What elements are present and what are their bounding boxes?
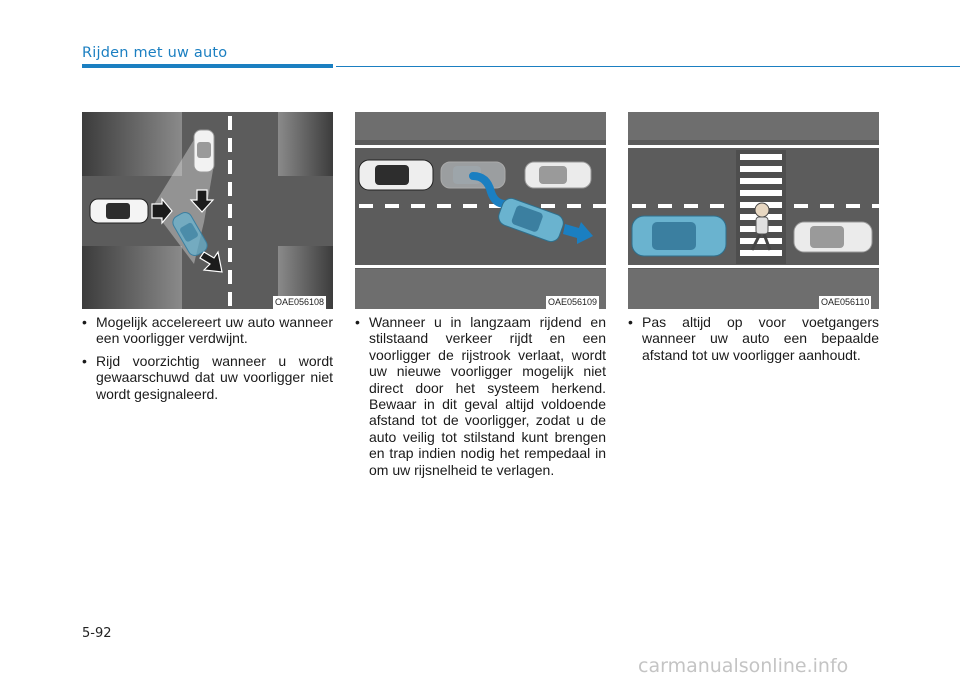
header-rule-thin [336,66,960,67]
bullet-item: • Rijd voorzichtig wanneer u wordt gewaarschuwd dat uw voorligger niet wordt gesignaleerd. [82,353,333,402]
text-column-1 [82,314,333,408]
figure-intersection [82,112,333,309]
pedestrian-illustration [628,112,879,309]
figure-pedestrian [628,112,879,309]
figure-lane-change [355,112,606,309]
figure-code: OAE056110 [821,297,870,307]
text-column-2 [355,314,606,484]
bullet-item: • Wanneer u in langzaam rijdend en stilstaand verkeer rijdt en een voorligger de rijstrook verlaat, wordt uw nieuwe voorligger mogelijk niet direct door het systeem herkend. Bewaar in dit geval altijd voldoende afstand tot de voorligger, zodat u de auto veilig tot stilstand kunt brengen en trap indien nodig het rempedaal in om uw rijsnelheid te verlagen. [355,314,606,478]
section-title: Rijden met uw auto [82,45,228,61]
figure-code: OAE056109 [548,297,598,307]
header-rule-thick [82,64,333,68]
intersection-illustration [82,112,333,309]
lane-change-illustration [355,112,606,309]
text-column-3 [628,314,879,369]
bullet-item: • Mogelijk accelereert uw auto wanneer een voorligger verdwijnt. [82,314,333,347]
watermark: carmanualsonline.info [638,655,849,677]
page-number: 5-92 [82,626,112,641]
figure-code: OAE056108 [275,297,325,307]
bullet-item: • Pas altijd op voor voetgangers wanneer uw auto een bepaalde afstand tot uw voorligger aanhoudt. [628,314,879,363]
